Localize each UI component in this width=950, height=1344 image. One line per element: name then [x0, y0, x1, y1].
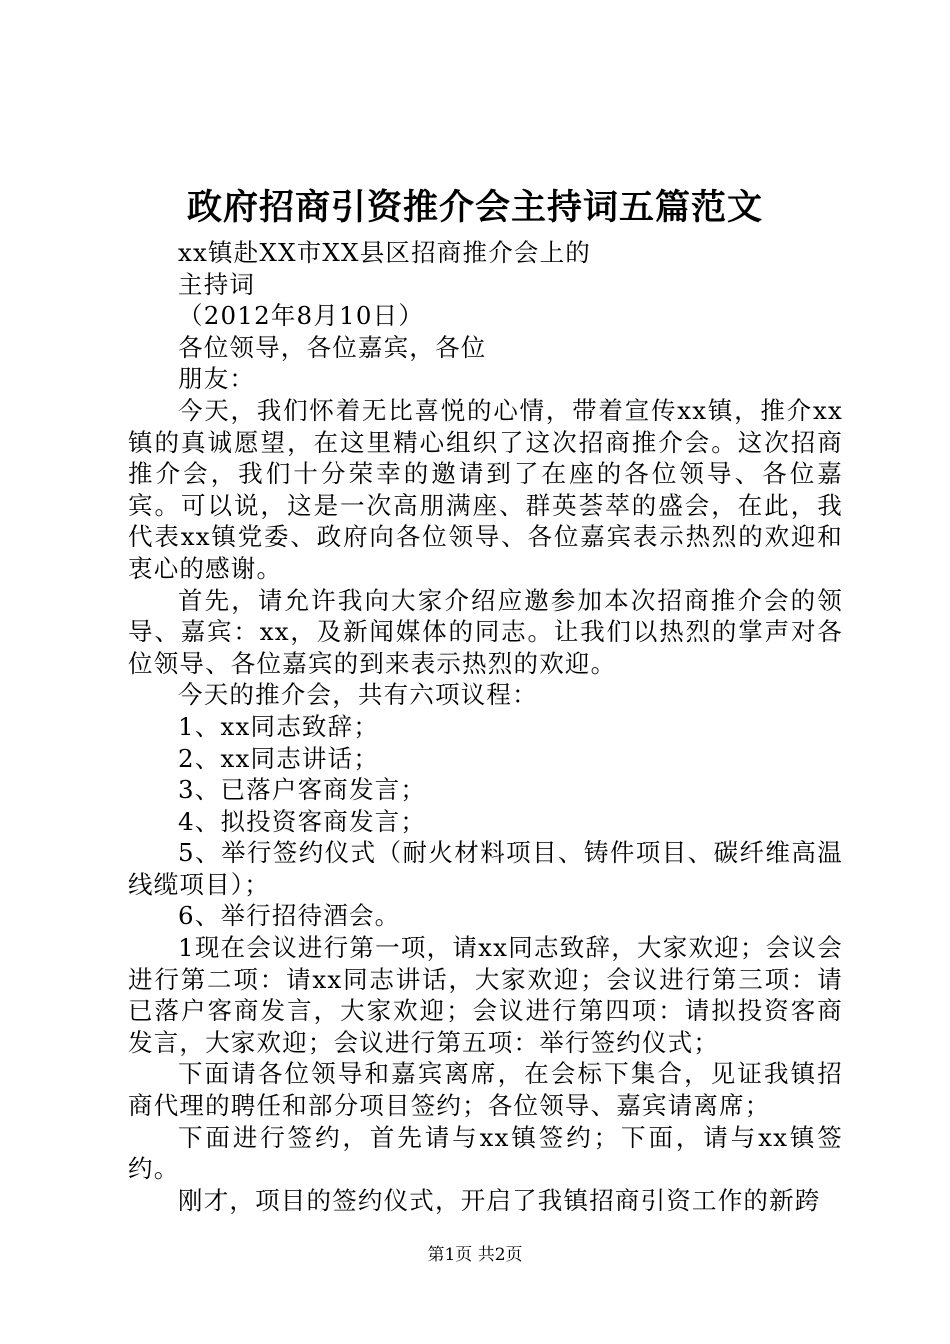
agenda-item: 5、举行签约仪式（耐火材料项目、铸件项目、碳纤维高温线缆项目）； — [128, 838, 843, 899]
intro-line: 各位领导，各位嘉宾，各位 — [178, 332, 487, 362]
paragraph: 下面请各位领导和嘉宾离席，在会标下集合，见证我镇招商代理的聘任和部分项目签约；各位领导、嘉宾请离席； — [128, 1059, 843, 1121]
document-body — [128, 237, 843, 1216]
intro-line: 朋友： — [178, 364, 256, 394]
paragraph: 刚才，项目的签约仪式，开启了我镇招商引资工作的新跨 — [178, 1185, 821, 1215]
paragraph: 首先，请允许我向大家介绍应邀参加本次招商推介会的领导、嘉宾：xx，及新闻媒体的同志。让我们以热烈的掌声对各位领导、各位嘉宾的到来表示热烈的欢迎。 — [128, 585, 843, 678]
agenda-item: 3、已落户客商发言； — [178, 775, 427, 805]
agenda-item: 2、xx同志讲话； — [178, 743, 380, 773]
agenda-item: 6、举行招待酒会。 — [178, 901, 401, 931]
agenda-item: 4、拟投资客商发言； — [178, 806, 427, 836]
paragraph: 今天，我们怀着无比喜悦的心情，带着宣传xx镇，推介xx镇的真诚愿望，在这里精心组织了这次招商推介会。这次招商推介会，我们十分荣幸的邀请到了在座的各位领导、各位嘉宾。可以说，这是一次高朋满座、群英荟萃的盛会，在此，我代表xx镇党委、政府向各位领导、各位嘉宾表示热烈的欢迎和衷心的感谢。 — [128, 395, 843, 583]
document-title: 政府招商引资推介会主持词五篇范文 — [186, 187, 763, 228]
page-footer: 第1页 共2页 — [427, 1245, 523, 1265]
agenda-heading: 今天的推介会，共有六项议程： — [178, 680, 538, 710]
agenda-item: 1、xx同志致辞； — [178, 711, 380, 741]
intro-line: 主持词 — [178, 269, 256, 299]
paragraph: 下面进行签约，首先请与xx镇签约；下面，请与xx镇签约。 — [128, 1122, 843, 1184]
intro-line: xx镇赴XX市XX县区招商推介会上的 — [178, 238, 592, 267]
paragraph: 1现在会议进行第一项，请xx同志致辞，大家欢迎；会议会进行第二项：请xx同志讲话，大家欢迎；会议进行第三项：请已落户客商发言，大家欢迎；会议进行第四项：请拟投资客商发言，大家欢迎；会议进行第五项：举行签约仪式； — [128, 933, 843, 1057]
intro-line: （2012年8月10日） — [178, 301, 425, 331]
